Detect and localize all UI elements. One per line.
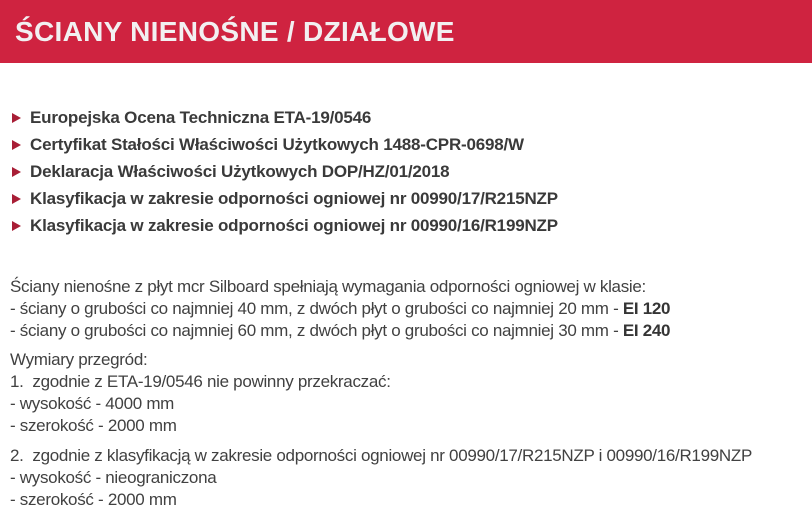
dimensions-eta-paragraph (10, 349, 812, 437)
paragraph-line (10, 467, 812, 489)
list-item (12, 185, 812, 212)
list-item (12, 104, 812, 131)
paragraph-text: 1. zgodnie z ETA-19/0546 nie powinny przekraczać: (10, 372, 391, 391)
paragraph-line (10, 393, 812, 415)
certificate-bullet-list (12, 104, 812, 239)
paragraph-text: - ściany o grubości co najmniej 40 mm, z dwóch płyt o grubości co najmniej 20 mm - (10, 299, 623, 318)
triangle-right-icon (12, 113, 21, 123)
triangle-right-icon (12, 194, 21, 204)
paragraph-bold-text: EI 120 (622, 299, 671, 318)
dimensions-classification-paragraph (10, 445, 812, 511)
paragraph-line (10, 320, 812, 342)
paragraph-line (10, 489, 812, 511)
triangle-right-icon (12, 140, 21, 150)
paragraph-line (10, 276, 812, 298)
triangle-right-icon (12, 167, 21, 177)
paragraph-text: - ściany o grubości co najmniej 60 mm, z dwóch płyt o grubości co najmniej 30 mm - (10, 321, 623, 340)
list-item-label: Europejska Ocena Techniczna ETA-19/0546 (30, 107, 372, 127)
list-item-label: Deklaracja Właściwości Użytkowych DOP/HZ/01/2018 (30, 161, 450, 181)
paragraph-line (10, 298, 812, 320)
list-item-label: Klasyfikacja w zakresie odporności ogniowej nr 00990/16/R199NZP (30, 215, 558, 235)
paragraph-text: Wymiary przegród: (10, 350, 148, 369)
page-title: ŚCIANY NIENOŚNE / DZIAŁOWE (15, 15, 455, 47)
paragraph-text: - wysokość - 4000 mm (10, 394, 175, 413)
fire-resistance-paragraph (10, 276, 812, 342)
list-item (12, 131, 812, 158)
paragraph-line (10, 371, 812, 393)
paragraph-line (10, 415, 812, 437)
paragraph-line (10, 349, 812, 371)
page-header-banner (0, 0, 812, 63)
triangle-right-icon (12, 221, 21, 231)
paragraph-text: - szerokość - 2000 mm (10, 490, 177, 509)
paragraph-bold-text: EI 240 (622, 321, 671, 340)
list-item-label: Certyfikat Stałości Właściwości Użytkowych 1488-CPR-0698/W (30, 134, 524, 154)
list-item (12, 158, 812, 185)
paragraph-text: Ściany nienośne z płyt mcr Silboard spełniają wymagania odporności ogniowej w klasie: (10, 277, 646, 296)
paragraph-line (10, 445, 812, 467)
list-item-label: Klasyfikacja w zakresie odporności ogniowej nr 00990/17/R215NZP (30, 188, 558, 208)
paragraph-text: 2. zgodnie z klasyfikacją w zakresie odporności ogniowej nr 00990/17/R215NZP i 00990/16/R199NZP (10, 446, 752, 465)
paragraph-text: - szerokość - 2000 mm (10, 416, 177, 435)
list-item (12, 212, 812, 239)
paragraph-text: - wysokość - nieograniczona (10, 468, 217, 487)
